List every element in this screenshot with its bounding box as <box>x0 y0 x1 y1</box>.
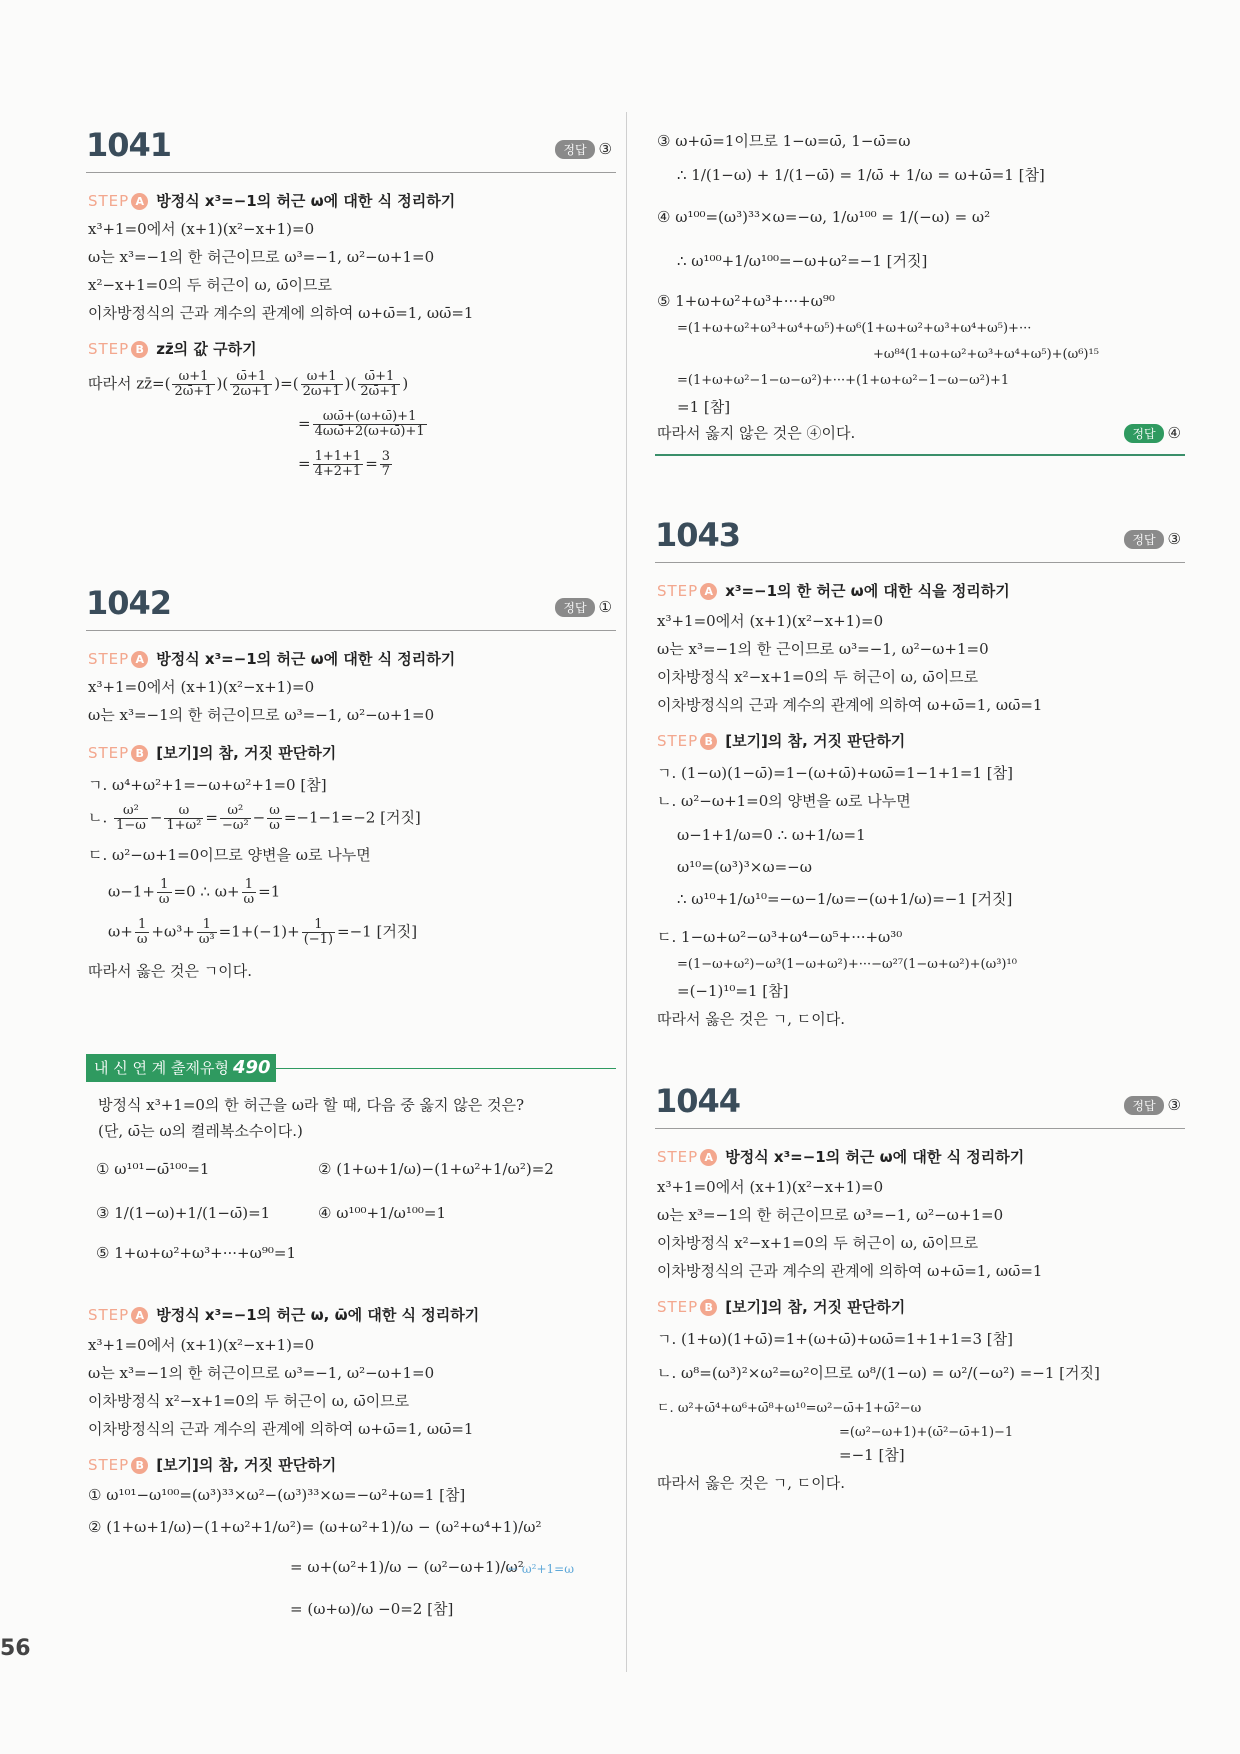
solution-line: ∴ ω¹⁰+1/ω¹⁰=−ω−1/ω=−(ω+1/ω)=−1 [거짓] <box>677 890 1013 908</box>
answer-mark: 정답 ① <box>555 598 612 617</box>
solution-line: x³+1=0에서 (x+1)(x²−x+1)=0 <box>88 1336 315 1354</box>
answer-mark: 정답 ③ <box>1124 530 1181 549</box>
conclusion: 따라서 옳은 것은 ㄱ, ㄷ이다. <box>657 1474 845 1492</box>
solution-line: = (ω+ω)/ω −0=2 [참] <box>290 1600 454 1618</box>
solution-line: ㄴ. ω²−ω+1=0의 양변을 ω로 나누면 <box>657 792 911 810</box>
solution-line: ω는 x³=−1의 한 허근이므로 ω³=−1, ω²−ω+1=0 <box>88 1364 435 1382</box>
solution-line: 따라서 zz̄=( $\frac{\omega+1}{2\omegā+1}$ )( $\frac{\omegā+1}{2\omega+1}$ )=( $\frac{\omega+1}{2\omega+1}$ )( $\frac{\omegā+1}{2\omegā+1}$ ) <box>88 369 409 399</box>
solution-line: ⑤ 1+ω+ω²+ω³+···+ω⁹⁰ <box>657 292 835 310</box>
answer-mark: 정답 ③ <box>1124 1096 1181 1115</box>
solution-line: =(1+ω+ω²−1−ω−ω²)+···+(1+ω+ω²−1−ω−ω²)+1 <box>677 373 1010 388</box>
solution-line: x³+1=0에서 (x+1)(x²−x+1)=0 <box>657 612 884 630</box>
answer-mark <box>555 140 612 159</box>
problem-number: 1042 <box>86 584 172 622</box>
solution-line: ω는 x³=−1의 한 근이므로 ω³=−1, ω²−ω+1=0 <box>657 640 989 658</box>
step-a: STEP A 방정식 x³=−1의 허근 ω, ω̄에 대한 식 정리하기 <box>88 1306 480 1324</box>
problem-number: 1041 <box>86 126 172 164</box>
step-a: STEP A 방정식 x³=−1의 허근 ω에 대한 식 정리하기 <box>88 650 456 668</box>
problem-underline <box>86 630 616 631</box>
problem-underline <box>86 172 616 173</box>
problem-number: 1043 <box>655 516 741 554</box>
solution-line: =−1 [참] <box>839 1446 905 1464</box>
conclusion: 따라서 옳은 것은 ㄱ이다. <box>88 962 252 980</box>
solution-line: =(1−ω+ω²)−ω³(1−ω+ω²)+···−ω²⁷(1−ω+ω²)+(ω³)¹⁰ <box>677 957 1017 972</box>
solution-line: ㄱ. (1+ω)(1+ω̄)=1+(ω+ω̄)+ωω̄=1+1+1=3 [참] <box>657 1330 1013 1348</box>
solution-line: ㄷ. ω²+ω̄⁴+ω⁶+ω̄⁸+ω¹⁰=ω²−ω̄+1+ω̄²−ω <box>657 1401 922 1416</box>
option-4: ④ ω¹⁰⁰+1/ω¹⁰⁰=1 <box>318 1204 447 1222</box>
option-3: ③ 1/(1−ω)+1/(1−ω̄)=1 <box>96 1204 271 1222</box>
solution-line: ∴ ω¹⁰⁰+1/ω¹⁰⁰=−ω+ω²=−1 [거짓] <box>677 252 928 270</box>
step-b: STEP B [보기]의 참, 거짓 판단하기 <box>88 1456 337 1474</box>
solution-line: ㄷ. ω²−ω+1=0이므로 양변을 ω로 나누면 <box>88 846 371 864</box>
solution-line: x³+1=0에서 (x+1)(x²−x+1)=0 <box>88 678 315 696</box>
step-b: STEP B [보기]의 참, 거짓 판단하기 <box>657 732 906 750</box>
solution-line: 이차방정식의 근과 계수의 관계에 의하여 ω+ω̄=1, ωω̄=1 <box>88 1420 474 1438</box>
answer-badge: 정답 <box>555 140 594 159</box>
linked-bar: 내 신 연 계 출제유형 490 <box>86 1054 276 1082</box>
solution-line: =(ω²−ω+1)+(ω̄²−ω̄+1)−1 <box>839 1425 1014 1440</box>
solution-line: = $\frac{\omega\omegā+(\omega+\omegā)+1}{4\omega\omegā+2(\omega+\omegā)+1}$ <box>298 409 425 439</box>
solution-line: ω−1+ $\frac{1}{\omega}$ =0 ∴ ω+ $\frac{1}{\omega}$ =1 <box>108 877 281 907</box>
solution-line: =(−1)¹⁰=1 [참] <box>677 982 789 1000</box>
question-note: (단, ω̄는 ω의 켤레복소수이다.) <box>98 1122 303 1140</box>
solution-line: ② (1+ω+1/ω)−(1+ω²+1/ω²)= (ω+ω²+1)/ω − (ω²+ω⁴+1)/ω² <box>88 1518 542 1536</box>
step-a: STEP A 방정식 x³=−1의 허근 ω에 대한 식 정리하기 <box>657 1148 1025 1166</box>
solution-line: ③ ω+ω̄=1이므로 1−ω=ω̄, 1−ω̄=ω <box>657 132 911 150</box>
solution-line: ① ω¹⁰¹−ω¹⁰⁰=(ω³)³³×ω²−(ω³)³³×ω=−ω²+ω=1 [참] <box>88 1486 466 1504</box>
step-b: STEP B zz̄의 값 구하기 <box>88 340 257 358</box>
solution-line: ω−1+1/ω=0 ∴ ω+1/ω=1 <box>677 826 866 844</box>
solution-line: =(1+ω+ω²+ω³+ω⁴+ω⁵)+ω⁶(1+ω+ω²+ω³+ω⁴+ω⁵)+··· <box>677 321 1032 336</box>
solution-line: =1 [참] <box>677 398 731 416</box>
answer-mark: 정답 ④ <box>1124 424 1181 443</box>
option-2: ② (1+ω+1/ω)−(1+ω²+1/ω²)=2 <box>318 1160 554 1178</box>
question-text: 방정식 x³+1=0의 한 허근을 ω라 할 때, 다음 중 옳지 않은 것은? <box>98 1096 524 1114</box>
answer-value: ③ <box>598 140 612 158</box>
solution-line: ㄷ. 1−ω+ω²−ω³+ω⁴−ω⁵+···+ω³⁰ <box>657 928 903 946</box>
solution-line: ω는 x³=−1의 한 허근이므로 ω³=−1, ω²−ω+1=0 <box>88 706 435 724</box>
problem-number: 1044 <box>655 1082 741 1120</box>
solution-line: 이차방정식의 근과 계수의 관계에 의하여 ω+ω̄=1, ωω̄=1 <box>657 1262 1043 1280</box>
step-b: STEP B [보기]의 참, 거짓 판단하기 <box>657 1298 906 1316</box>
solution-line: ㄱ. ω⁴+ω²+1=−ω+ω²+1=0 [참] <box>88 776 327 794</box>
solution-line: x²−x+1=0의 두 허근이 ω, ω̄이므로 <box>88 276 332 294</box>
solution-line: 이차방정식 x²−x+1=0의 두 허근이 ω, ω̄이므로 <box>657 668 979 686</box>
step-a: STEP A x³=−1의 한 허근 ω에 대한 식을 정리하기 <box>657 582 1010 600</box>
solution-line: ∴ 1/(1−ω) + 1/(1−ω̄) = 1/ω̄ + 1/ω = ω+ω̄=1 [참] <box>677 166 1045 184</box>
solution-line: ω는 x³=−1의 한 허근이므로 ω³=−1, ω²−ω+1=0 <box>657 1206 1004 1224</box>
step-b: STEP B [보기]의 참, 거짓 판단하기 <box>88 744 337 762</box>
solution-line: x³+1=0에서 (x+1)(x²−x+1)=0 <box>88 220 315 238</box>
solution-line: 이차방정식 x²−x+1=0의 두 허근이 ω, ω̄이므로 <box>657 1234 979 1252</box>
column-divider <box>626 112 627 1672</box>
solution-line: 이차방정식의 근과 계수의 관계에 의하여 ω+ω̄=1, ωω̄=1 <box>657 696 1043 714</box>
solution-line: 이차방정식의 근과 계수의 관계에 의하여 ω+ω̄=1, ωω̄=1 <box>88 304 474 322</box>
option-5: ⑤ 1+ω+ω²+ω³+···+ω⁹⁰=1 <box>96 1244 296 1262</box>
linked-rule <box>276 1068 616 1069</box>
option-1: ① ω¹⁰¹−ω̄¹⁰⁰=1 <box>96 1160 210 1178</box>
page-number: 56 <box>0 1636 31 1661</box>
solution-line: = ω+(ω²+1)/ω − (ω²−ω+1)/ω² <box>290 1558 524 1576</box>
solution-line: ω는 x³=−1의 한 허근이므로 ω³=−1, ω²−ω+1=0 <box>88 248 435 266</box>
conclusion: 따라서 옳지 않은 것은 ④이다. <box>657 424 856 442</box>
conclusion: 따라서 옳은 것은 ㄱ, ㄷ이다. <box>657 1010 845 1028</box>
problem-underline <box>655 562 1185 563</box>
solution-line: = $\frac{1+1+1}{4+2+1}$ = $\frac{3}{7}$ <box>298 449 391 479</box>
section-rule <box>655 454 1185 456</box>
hint-arrow: ← ω²+1=ω <box>508 1562 574 1576</box>
solution-line: ω+ $\frac{1}{\omega}$ +ω³+ $\frac{1}{\text{ω³}}$ =1+(−1)+ $\frac{1}{(-1)}$ =−1 [거짓] <box>108 917 418 947</box>
problem-underline <box>655 1128 1185 1129</box>
solution-line: +ω⁸⁴(1+ω+ω²+ω³+ω⁴+ω⁵)+(ω⁶)¹⁵ <box>873 347 1099 362</box>
solution-line: ㄴ. ω⁸=(ω³)²×ω²=ω²이므로 ω⁸/(1−ω) = ω²/(−ω²) =−1 [거짓] <box>657 1364 1100 1382</box>
solution-line: ④ ω¹⁰⁰=(ω³)³³×ω=−ω, 1/ω¹⁰⁰ = 1/(−ω) = ω² <box>657 208 991 226</box>
solution-line: 이차방정식 x²−x+1=0의 두 허근이 ω, ω̄이므로 <box>88 1392 410 1410</box>
solution-line: x³+1=0에서 (x+1)(x²−x+1)=0 <box>657 1178 884 1196</box>
solution-line: ㄴ. $\frac{\text{ω²}}{1-\omega}$ − $\frac{\omega}{\text{1+ω²}}$ = $\frac{\text{ω²}}{\text{−ω²}}$ − $\frac{\omega}{\omega}$ =−1−1=−2 [거짓] <box>88 803 421 833</box>
solution-line: ㄱ. (1−ω)(1−ω̄)=1−(ω+ω̄)+ωω̄=1−1+1=1 [참] <box>657 764 1013 782</box>
step-a: STEP A 방정식 x³=−1의 허근 ω에 대한 식 정리하기 <box>88 192 456 210</box>
solution-line: ω¹⁰=(ω³)³×ω=−ω <box>677 858 812 876</box>
